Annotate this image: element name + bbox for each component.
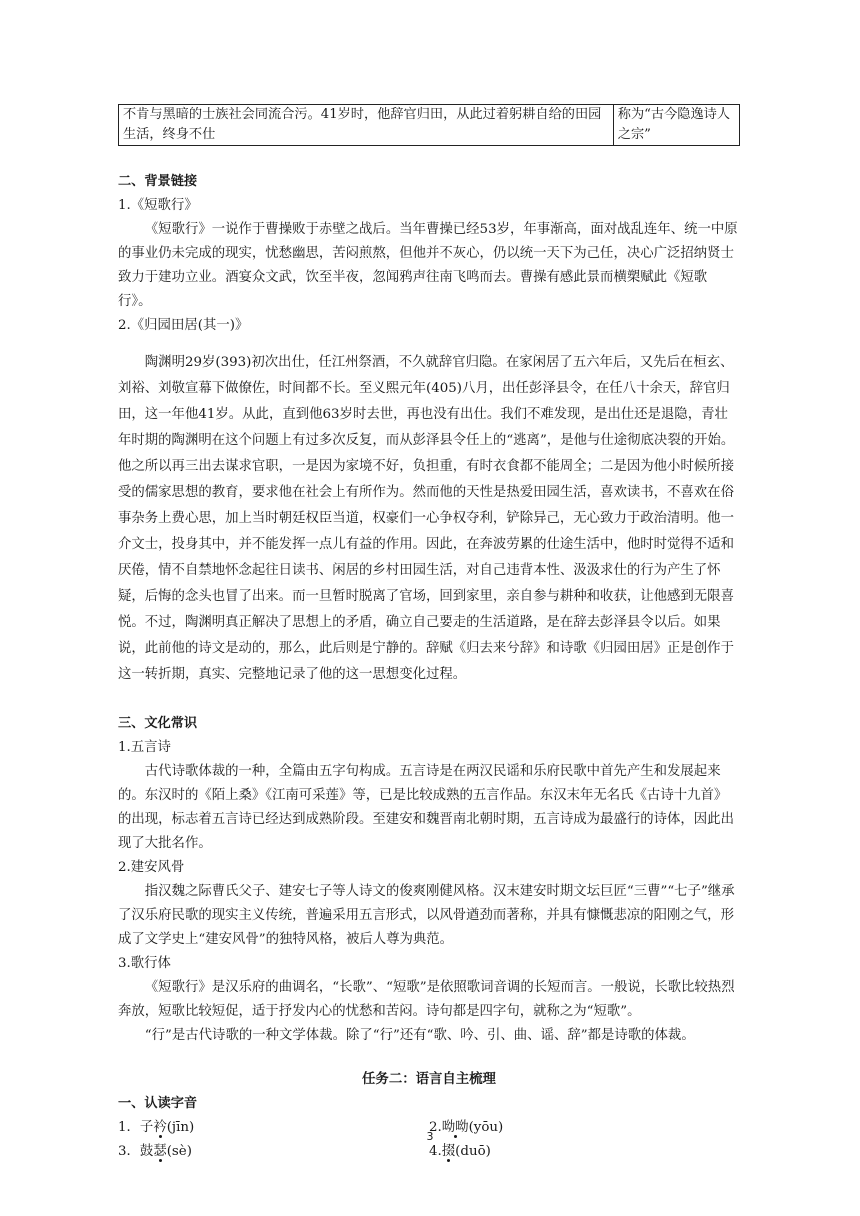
section-heading-pronunciation: 一、认读字音: [118, 1096, 198, 1111]
paragraph: 古代诗歌体裁的一种，全篇由五字句构成。五言诗是在两汉民谣和乐府民歌中首先产生和发展起来的。东汉时的《陌上桑》《江南可采莲》等，已是比较成熟的五言作品。东汉末年无名氏《古诗十九首》的出现，标志着五言诗已经达到成熟阶段。至建安和魏晋南北朝时期，五言诗成为最盛行的诗体，因此出现了大批名作。: [118, 764, 734, 851]
paragraph: 指汉魏之际曹氏父子、建安七子等人诗文的俊爽刚健风格。汉末建安时期文坛巨匠“三曹”“七子”继承了汉乐府民歌的现实主义传统，普遍采用五言形式，以风骨遒劲而著称，并具有慷慨悲凉的阳刚之气，形成了文学史上“建安风骨”的独特风格，被后人尊为典范。: [118, 884, 735, 947]
table-cell-description: 不肯与黑暗的士族社会同流合污。41岁时，他辞官归田，从此过着躬耕自给的田园生活，终身不仕: [119, 105, 614, 146]
item-title: 3.歌行体: [118, 956, 171, 971]
item-title: 1.五言诗: [118, 740, 171, 755]
paragraph: 《短歌行》是汉乐府的曲调名，“长歌”、“短歌”是依照歌词音调的长短而言。一般说，长歌比较热烈奔放，短歌比较短促，适于抒发内心的忧愁和苦闷。诗句都是四字句，就称之为“短歌”。: [118, 980, 735, 1019]
section-heading-culture: 三、文化常识: [118, 716, 198, 731]
word-prefix: 4.: [429, 1144, 442, 1159]
paragraph: 陶渊明29岁(393)初次出仕，任江州祭酒，不久就辞官归隐。在家闲居了五六年后，又先后在桓玄、刘裕、刘敬宣幕下做僚佐，时间都不长。至义熙元年(405)八月，出任彭泽县令，在任八十余天，辞官归田，这一年他41岁。从此，直到他63岁时去世，再也没有出仕。我们不难发现，是出仕还是退隐，青壮年时期的陶渊明在这个问题上有过多次反复，而从彭泽县令任上的“逃离”，是他与仕途彻底决裂的开始。他之所以再三出去谋求官职，一是因为家境不好，负担重，有时衣食都不能周全；二是因为他小时候所接受的儒家思想的教育，要求他在社会上有所作为。然而他的天性是热爱田园生活，喜欢读书，不喜欢在俗事杂务上费心思，加上当时朝廷权臣当道，权豪们一心争权夺利，铲除异己，无心致力于政治清明。他一介文士，投身其中，并不能发挥一点儿有益的作用。因此，在奔波劳累的仕途生活中，他时时觉得不适和厌倦，情不自禁地怀念起往日读书、闲居的乡村田园生活，对自己违背本性、汲汲求仕的行为产生了怀疑，后悔的念头也冒了出来。而一旦暂时脱离了官场，回到家里，亲自参与耕种和收获，让他感到无限喜悦。不过，陶渊明真正解决了思想上的矛盾，确立自己要走的生活道路，是在辞去彭泽县令以后。如果说，此前他的诗文是动的，那么，此后则是宁静的。辞赋《归去来兮辞》和诗歌《归园田居》正是创作于这一转折期，真实、完整地记录了他的这一思想变化过程。: [118, 355, 735, 682]
continued-table: [118, 104, 740, 146]
paragraph: 《短歌行》一说作于曹操败于赤壁之战后。当年曹操已经53岁，年事渐高，面对战乱连年、统一中原的事业仍未完成的现实，忧愁幽思，苦闷煎熬，但他并不灰心，仍以统一天下为己任，决心广泛招纳贤士致力于建功立业。酒宴众文武，饮至半夜，忽闻鸦声往南飞鸣而去。曹操有感此景而横槊赋此《短歌行》。: [118, 222, 738, 309]
table-cell-evaluation: 称为“古今隐逸诗人之宗”: [613, 105, 739, 146]
word-item: [429, 1140, 740, 1164]
item-title: 2.建安风骨: [118, 860, 185, 875]
word-item: [118, 1140, 429, 1164]
word-prefix: 3．鼓: [118, 1144, 154, 1159]
item-title: 2.《归园田居(其一)》: [118, 318, 249, 333]
section-heading-background: 二、背景链接: [118, 174, 198, 189]
paragraph: “行”是古代诗歌的一种文学体裁。除了“行”还有“歌、吟、引、曲、谣、辞”都是诗歌的体裁。: [144, 1028, 695, 1043]
word-prefix: 2.: [429, 1120, 442, 1135]
word-pinyin: (yōu): [468, 1120, 504, 1135]
word-prefix: 1．子: [118, 1120, 154, 1135]
page-content: [118, 104, 740, 1164]
item-title: 1.《短歌行》: [118, 198, 198, 213]
word-char: 瑟: [153, 1144, 167, 1159]
page-number: 3: [426, 1130, 434, 1143]
word-char: 呦呦: [441, 1120, 469, 1135]
word-pinyin: (jīn): [166, 1120, 195, 1135]
table-row: [119, 105, 740, 146]
word-pinyin: (sè): [166, 1144, 192, 1159]
word-pinyin: (duō): [455, 1144, 491, 1159]
task-title: 任务二：语言自主梳理: [362, 1072, 496, 1087]
word-char: 衿: [153, 1120, 167, 1135]
word-char: 掇: [441, 1144, 456, 1159]
